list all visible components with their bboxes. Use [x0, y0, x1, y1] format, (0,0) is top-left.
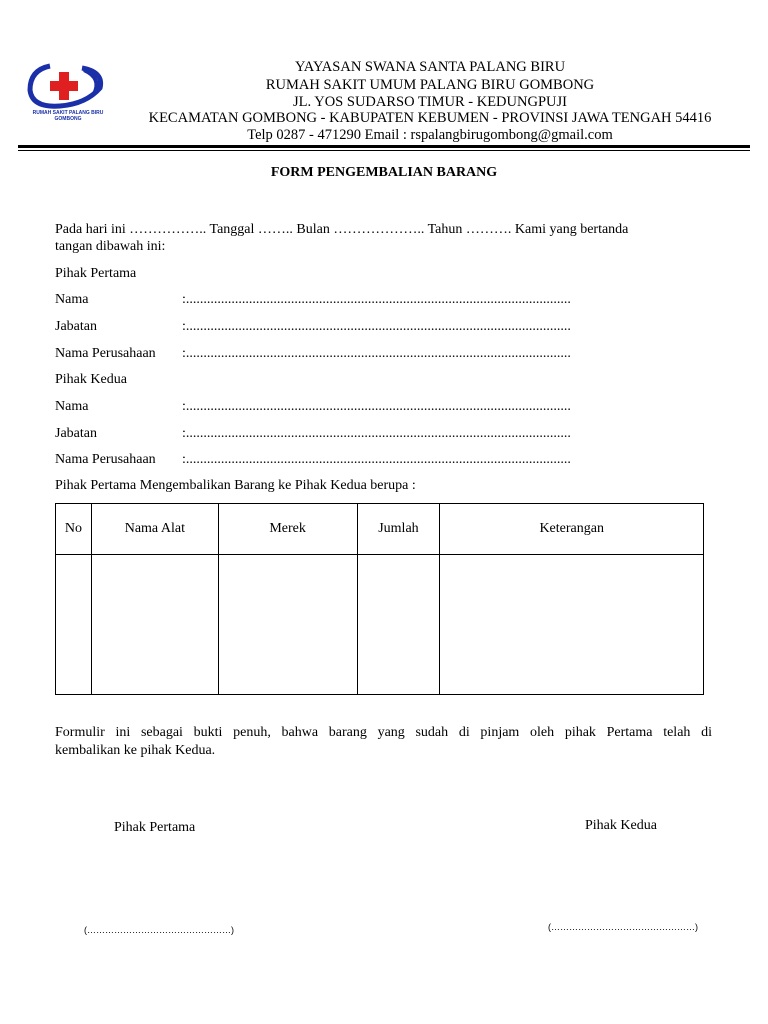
signature-line-pihak-pertama: (…………………………………………): [84, 925, 234, 935]
logo-caption-line2: GOMBONG: [54, 116, 82, 122]
letterhead-hospital-name: RUMAH SAKIT UMUM PALANG BIRU GOMBONG: [265, 77, 595, 93]
signature-label-pihak-kedua: Pihak Kedua: [585, 818, 657, 833]
cell-no[interactable]: [56, 555, 92, 695]
pertama-perusahaan-label: Nama Perusahaan: [55, 346, 156, 361]
column-header-jumlah: Jumlah: [357, 504, 440, 555]
kedua-jabatan-fill: :..............................................................................................................: [182, 426, 571, 441]
pihak-pertama-heading: Pihak Pertama: [55, 266, 137, 281]
table-header-row: [56, 504, 704, 555]
intro-line-1: Pada hari ini …………….. Tanggal …….. Bulan ……………….. Tahun ………. Kami yang bertanda: [55, 222, 629, 237]
column-header-keterangan: Keterangan: [440, 504, 704, 555]
cell-nama-alat[interactable]: [91, 555, 218, 695]
logo-caption-line1: RUMAH SAKIT PALANG BIRU: [32, 110, 104, 116]
letterhead-region: KECAMATAN GOMBONG - KABUPATEN KEBUMEN - PROVINSI JAWA TENGAH 54416: [148, 110, 712, 126]
kedua-nama-fill: :..............................................................................................................: [182, 399, 571, 414]
pertama-jabatan-fill: :..............................................................................................................: [182, 319, 571, 334]
letterhead-street: JL. YOS SUDARSO TIMUR - KEDUNGPUJI: [293, 94, 567, 110]
letterhead-foundation: YAYASAN SWANA SANTA PALANG BIRU: [294, 59, 566, 75]
cell-jumlah[interactable]: [357, 555, 440, 695]
cell-merek[interactable]: [218, 555, 357, 695]
signature-label-pihak-pertama: Pihak Pertama: [114, 820, 196, 835]
table-row: [56, 555, 704, 695]
pihak-kedua-heading: Pihak Kedua: [55, 372, 127, 387]
pertama-nama-fill: :..............................................................................................................: [182, 292, 571, 307]
form-title: FORM PENGEMBALIAN BARANG: [270, 165, 498, 180]
returned-items-table: [55, 503, 704, 695]
kedua-perusahaan-fill: :..............................................................................................................: [182, 452, 571, 467]
letterhead-contact: Telp 0287 - 471290 Email : rspalangbirugombong@gmail.com: [247, 127, 613, 143]
header-rule-thin: [18, 150, 750, 151]
header-rule-thick: [18, 145, 750, 148]
pertama-perusahaan-fill: :..............................................................................................................: [182, 346, 571, 361]
pertama-nama-label: Nama: [55, 292, 89, 307]
kedua-jabatan-label: Jabatan: [55, 426, 97, 441]
kedua-perusahaan-label: Nama Perusahaan: [55, 452, 156, 467]
pertama-jabatan-label: Jabatan: [55, 319, 97, 334]
column-header-nama-alat: Nama Alat: [91, 504, 218, 555]
kedua-nama-label: Nama: [55, 399, 89, 414]
column-header-no: No: [56, 504, 92, 555]
column-header-merek: Merek: [218, 504, 357, 555]
closing-line-2: kembalikan ke pihak Kedua.: [55, 743, 216, 758]
signature-line-pihak-kedua: (…………………………………………): [548, 922, 698, 932]
closing-line-1: Formulir ini sebagai bukti penuh, bahwa barang yang sudah di pinjam oleh pihak Pertama telah di: [55, 725, 712, 740]
hospital-logo: [22, 58, 110, 126]
return-statement: Pihak Pertama Mengembalikan Barang ke Pihak Kedua berupa :: [55, 478, 416, 493]
cell-keterangan[interactable]: [440, 555, 704, 695]
intro-line-2: tangan dibawah ini:: [55, 239, 166, 254]
